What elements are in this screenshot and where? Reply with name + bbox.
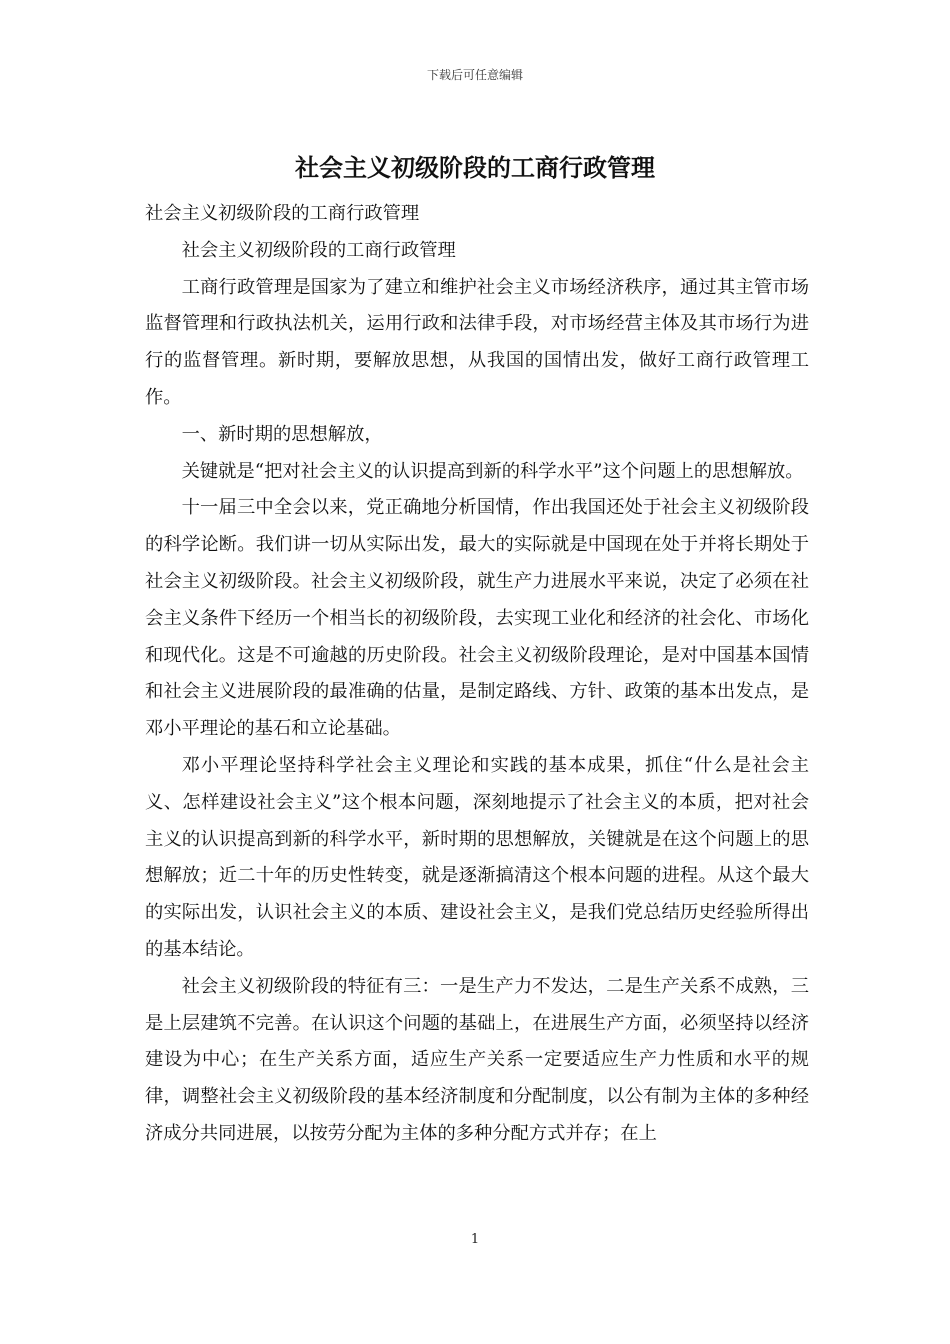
body-paragraph: 邓小平理论坚持科学社会主义理论和实践的基本成果，抓住“什么是社会主义、怎样建设社会主义”这个根本问题，深刻地提示了社会主义的本质，把对社会主义的认识提高到新的科学水平，新时期的思想解放，关键就是在这个问题上的思想解放；近二十年的历史性转变，就是逐渐搞清这个根本问题的进程。从这个最大的实际出发，认识社会主义的本质、建设社会主义，是我们党总结历史经验所得出的基本结论。: [145, 754, 809, 960]
body-paragraph: 社会主义初级阶段的工商行政管理: [145, 203, 420, 224]
body-paragraph: 十一届三中全会以来，党正确地分析国情，作出我国还处于社会主义初级阶段的科学论断。我们讲一切从实际出发，最大的实际就是中国现在处于并将长期处于社会主义初级阶段。社会主义初级阶段，就生产力进展水平来说，决定了必须在社会主义条件下经历一个相当长的初级阶段，去实现工业化和经济的社会化、市场化和现代化。这是不可逾越的历史阶段。社会主义初级阶段理论，是对中国基本国情和社会主义进展阶段的最准确的估量，是制定路线、方针、政策的基本出发点，是邓小平理论的基石和立论基础。: [145, 497, 809, 740]
page-number: 1: [470, 1232, 480, 1247]
header-note: 下载后可任意编辑: [426, 68, 523, 82]
document-body: [145, 196, 809, 1153]
body-paragraph: 社会主义初级阶段的工商行政管理: [181, 239, 456, 261]
document-title: 社会主义初级阶段的工商行政管理: [295, 153, 655, 182]
body-paragraph: 工商行政管理是国家为了建立和维护社会主义市场经济秩序，通过其主管市场监督管理和行政执法机关，运用行政和法律手段，对市场经营主体及其市场行为进行的监督管理。新时期，要解放思想，从我国的国情出发，做好工商行政管理工作。: [145, 276, 809, 408]
section-heading: 一、新时期的思想解放，: [181, 423, 383, 445]
body-paragraph: 社会主义初级阶段的特征有三：一是生产力不发达，二是生产关系不成熟，三是上层建筑不完善。在认识这个问题的基础上，在进展生产方面，必须坚持以经济建设为中心；在生产关系方面，适应生产关系一定要适应生产力性质和水平的规律，调整社会主义初级阶段的基本经济制度和分配制度，以公有制为主体的多种经济成分共同进展，以按劳分配为主体的多种分配方式并存；在上: [145, 975, 809, 1144]
body-paragraph: 关键就是“把对社会主义的认识提高到新的科学水平”这个问题上的思想解放。: [181, 460, 804, 482]
